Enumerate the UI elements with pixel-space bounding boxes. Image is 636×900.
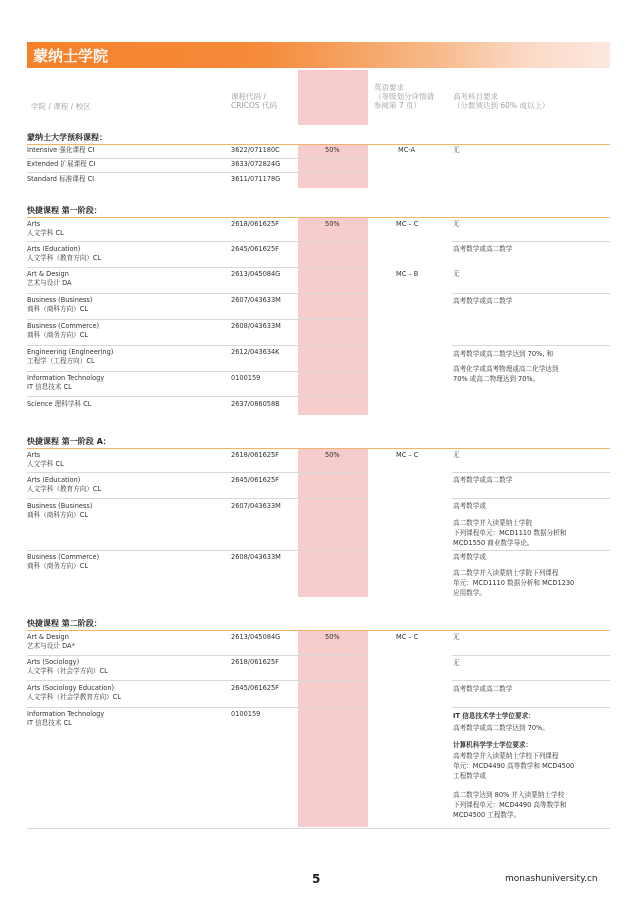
req-divider — [452, 293, 610, 294]
table-row-course: Information Technology IT 信息技术 CL — [27, 374, 105, 391]
row-divider — [27, 680, 367, 681]
subject-requirement: 高考数学并入读蒙纳士学校下列课程 单元：MCD4490 高等数学和 MCD4500 工程数学或 — [453, 752, 575, 780]
table-row-course: Art & Design 艺术与设计 DA — [27, 270, 72, 287]
table-row-course: Standard 标准课程 CI — [27, 175, 95, 183]
section-title: 蒙纳士大学预科课程： — [27, 133, 107, 142]
subject-requirement: 无 — [453, 270, 460, 278]
section-title: 快捷课程 第一阶段： — [27, 206, 102, 215]
table-row-course: Art & Design 艺术与设计 DA* — [27, 633, 75, 650]
page-title-banner — [27, 42, 610, 68]
table-row-code: 3611/071178G — [231, 175, 281, 183]
section-rule — [27, 630, 610, 631]
gaokao-value: 50% — [325, 146, 340, 154]
table-row-course: Business (Commerce) 商科（商务方向）CL — [27, 553, 100, 570]
table-row-code: 2608/043633M — [231, 322, 281, 330]
row-divider — [27, 707, 367, 708]
table-row-course: Arts 人文学科 CL — [27, 451, 64, 468]
req-divider — [452, 241, 610, 242]
footer-url[interactable]: monashuniversity.cn — [505, 874, 598, 884]
table-row-course: Intensive 强化课程 CI — [27, 146, 95, 154]
req-divider — [452, 498, 610, 499]
page-title: 蒙纳士学院 — [33, 47, 109, 65]
table-row-course: Arts (Education) 人文学科（教育方向）CL — [27, 476, 102, 493]
table-bottom-rule — [27, 828, 610, 829]
row-divider — [27, 655, 367, 656]
gaokao-column-bg-4 — [298, 631, 368, 827]
req-divider — [452, 655, 610, 656]
table-row-code: 2612/043634K — [231, 348, 280, 356]
english-value: MC – C — [396, 633, 419, 641]
english-value: MC – C — [396, 451, 419, 459]
header-course: 学院 / 课程 / 校区 — [31, 102, 91, 111]
section-rule — [27, 448, 610, 449]
table-row-course: Information Technology IT 信息技术 CL — [27, 710, 105, 727]
table-row-code: 2613/045084G — [231, 270, 281, 278]
req-divider — [452, 707, 610, 708]
req-divider — [452, 550, 610, 551]
table-row-code: 2613/045084G — [231, 633, 281, 641]
req-divider — [452, 345, 610, 346]
subject-requirement: 高考数学或 — [453, 553, 486, 561]
row-divider — [27, 550, 367, 551]
table-row-course: Extended 扩展课程 CI — [27, 160, 96, 168]
row-divider — [27, 371, 367, 372]
subject-requirement: 高考数学或高二数学 — [453, 297, 513, 305]
section-title: 快捷课程 第二阶段： — [27, 619, 102, 628]
subject-requirement: 高二数学并入读蒙纳士学院下列课程 单元：MCD1110 数据分析和 MCD1230 应用数学。 — [453, 569, 575, 597]
section-rule — [27, 217, 610, 218]
subject-requirement: 高考数学或高二数学 — [453, 245, 513, 253]
row-divider — [27, 319, 367, 320]
table-row-code: 2645/061625F — [231, 476, 279, 484]
subject-requirement: 高考数学或高二数学 — [453, 685, 513, 693]
header-english: 英语要求 （等级划分详情请 参阅第 7 页） — [374, 83, 434, 110]
table-row-code: 2645/061625F — [231, 245, 279, 253]
subject-requirement: 无 — [453, 146, 460, 154]
table-row-code: 2607/043633M — [231, 502, 281, 510]
gaokao-column-bg-2 — [298, 218, 368, 415]
section-rule — [27, 144, 610, 145]
subject-requirement: 高考数学或 — [453, 502, 486, 510]
subject-requirement: 高考数学或高二数学达到 70%, 和 — [453, 350, 554, 358]
row-divider — [27, 498, 367, 499]
subject-requirement: 高二数学达到 80% 并入读蒙纳士学校 下列课程单元：MCD4490 高等数学和 MCD4500 工程数学。 — [453, 791, 567, 819]
subject-requirement: 高考化学或高考物理或高二化学达到 70% 或高二物理达到 70%。 — [453, 365, 559, 383]
table-row-code: 2645/061625F — [231, 684, 279, 692]
table-row-code: 3622/071180C — [231, 146, 280, 154]
table-row-course: Business (Business) 商科（商科方向）CL — [27, 296, 93, 313]
table-row-code: 2618/061625F — [231, 658, 279, 666]
table-row-code: 2618/061625F — [231, 220, 279, 228]
header-subject: 高考科目要求 （分数须达到 60% 或以上） — [453, 92, 550, 110]
page-number: 5 — [312, 872, 321, 886]
gaokao-value: 50% — [325, 633, 340, 641]
subject-requirement: 无 — [453, 220, 460, 228]
table-row-code: 0100159 — [231, 374, 261, 382]
row-divider — [27, 345, 367, 346]
table-row-course: Business (Business) 商科（商科方向）CL — [27, 502, 93, 519]
table-row-course: Arts 人文学科 CL — [27, 220, 64, 237]
table-row-code: 2618/061625F — [231, 451, 279, 459]
row-divider — [27, 472, 367, 473]
gaokao-value: 50% — [325, 220, 340, 228]
row-divider — [27, 158, 367, 159]
req-divider — [452, 680, 610, 681]
table-row-course: Arts (Sociology Education) 人文学科（社会学教育方向）CL — [27, 684, 121, 701]
subject-requirement: 无 — [453, 633, 460, 641]
table-row-code: 2607/043633M — [231, 296, 281, 304]
req-divider — [452, 472, 610, 473]
subject-requirement: 高二数学并入读蒙纳士学院 下列课程单元：MCD1110 数据分析和 MCD1550 商业数学导论。 — [453, 519, 567, 547]
row-divider — [27, 396, 367, 397]
subject-requirement-heading: IT 信息技术学士学位要求： — [453, 712, 535, 720]
row-divider — [27, 241, 367, 242]
subject-requirement: 高考数学或高二数学达到 70%。 — [453, 724, 549, 732]
subject-requirement: 高考数学或高二数学 — [453, 476, 513, 484]
table-row-code: 2637/086058B — [231, 400, 280, 408]
subject-requirement-heading: 计算机科学学士学位要求： — [453, 741, 533, 749]
table-row-course: Science 理科学科 CL — [27, 400, 92, 408]
subject-requirement: 无 — [453, 659, 460, 667]
subject-requirement: 无 — [453, 451, 460, 459]
table-row-course: Engineering (Engineering) 工程学（工程方向）CL — [27, 348, 114, 365]
english-value: MC-A — [398, 146, 416, 154]
table-row-code: 0100159 — [231, 710, 261, 718]
row-divider — [27, 293, 367, 294]
table-row-course: Arts (Sociology) 人文学科（社会学方向）CL — [27, 658, 108, 675]
gaokao-value: 50% — [325, 451, 340, 459]
row-divider — [27, 172, 367, 173]
table-row-code: 3633/072824G — [231, 160, 281, 168]
row-divider — [27, 267, 367, 268]
header-code: 课程代码 / CRICOS 代码 — [231, 92, 277, 110]
table-row-course: Business (Commerce) 商科（商务方向）CL — [27, 322, 100, 339]
section-title: 快捷课程 第一阶段 A： — [27, 437, 111, 446]
gaokao-column-header-bg — [298, 70, 368, 125]
table-row-code: 2608/043633M — [231, 553, 281, 561]
table-row-course: Arts (Education) 人文学科（教育方向）CL — [27, 245, 102, 262]
english-value: MC – B — [396, 270, 419, 278]
english-value: MC – C — [396, 220, 419, 228]
